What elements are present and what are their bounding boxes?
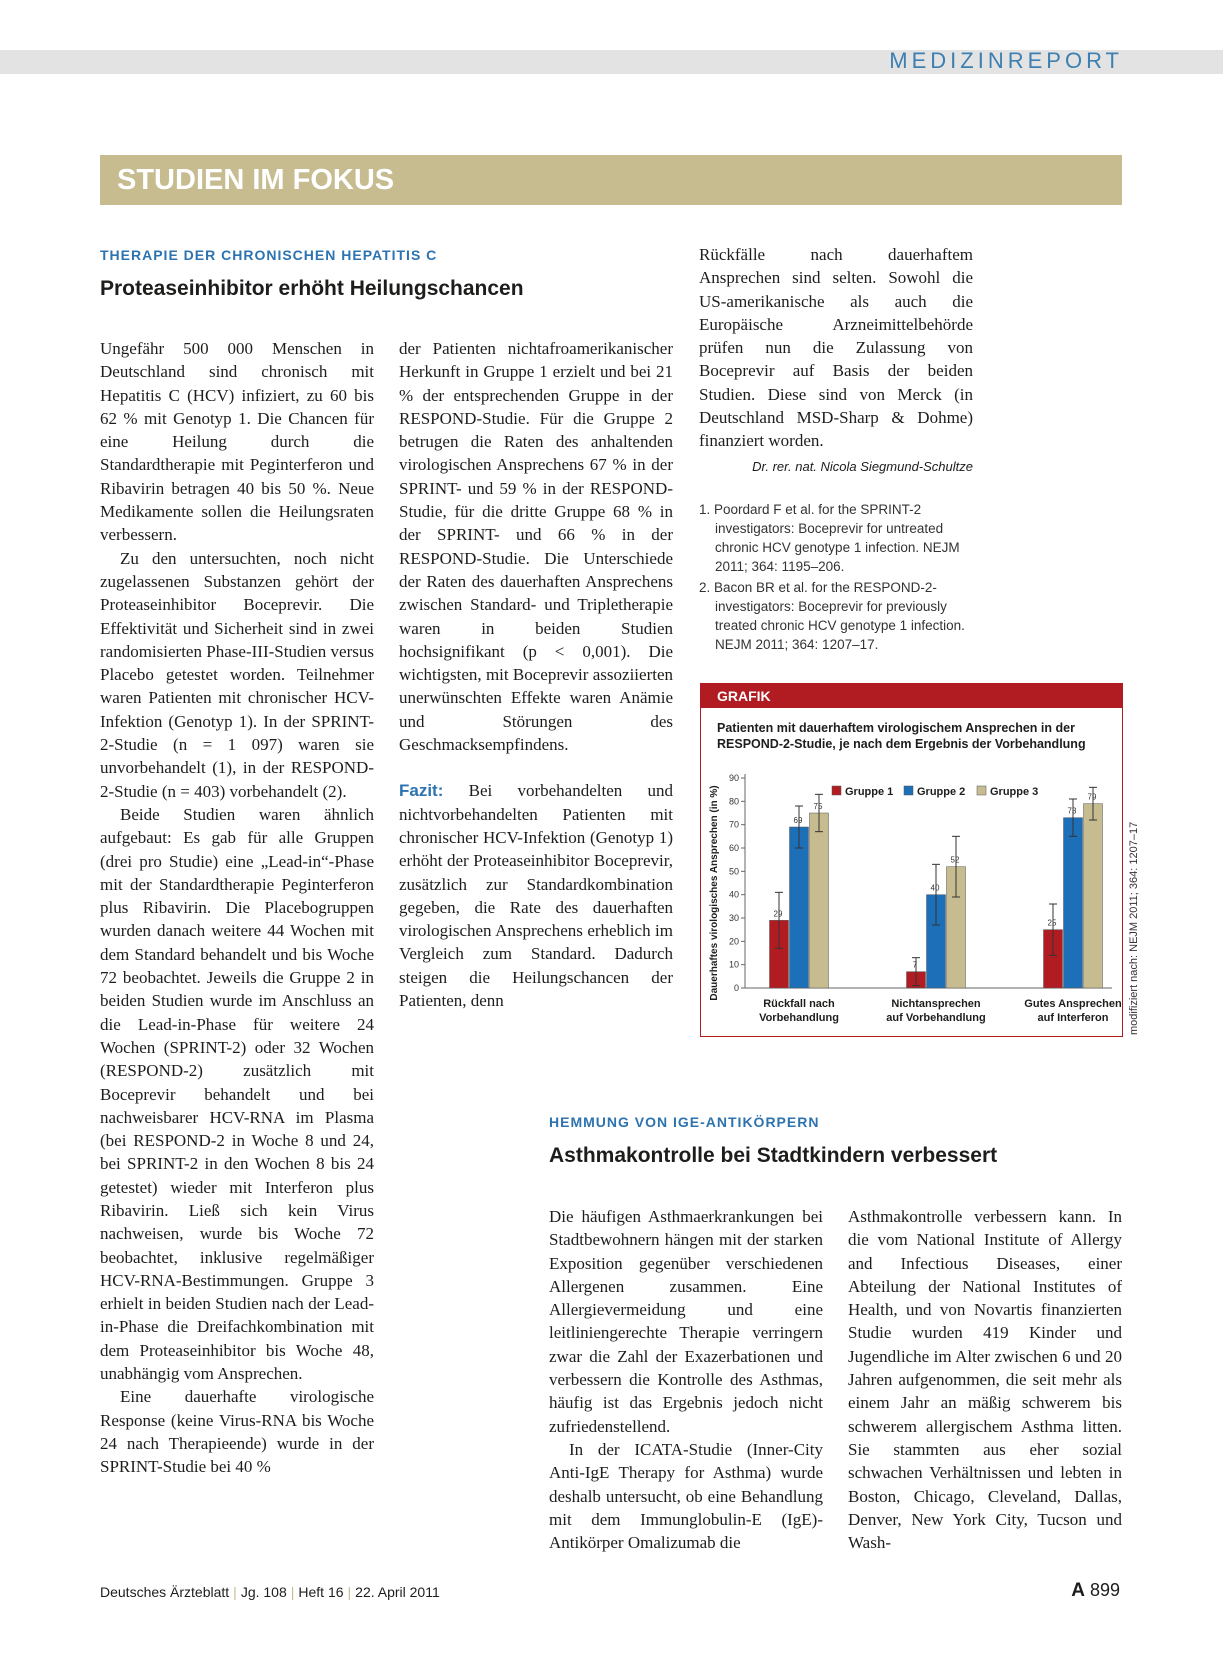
page-prefix: A [1071,1580,1085,1601]
legend-swatch [904,786,913,795]
bar [790,827,809,988]
bar-chart [701,684,1122,1036]
data-label: 40 [930,883,940,893]
x-category-label: Rückfall nach [763,998,835,1010]
grafik-box [700,683,1123,1037]
paragraph: In der ICATA-Studie (Inner-City Anti-IgE Therapy for Asthma) wurde deshalb untersucht, ob eine Behandlung mit dem Immunglobulin-E (IgE)-Antikörper Omalizumab die [549,1439,823,1553]
footer-volume: Jg. 108 [240,1584,287,1600]
data-label: 29 [773,909,783,919]
x-category-label: auf Vorbehandlung [886,1012,986,1024]
y-tick-label: 50 [728,866,739,877]
article1-column-3 [699,243,973,453]
legend-swatch [977,786,986,795]
data-label: 7 [912,960,918,970]
bar [1064,818,1083,988]
paragraph: Asthmakontrolle verbessern kann. In die vom National Institute of Allergy and Infectious Diseases, einer Abteilung der National Institutes of Health, und von Novartis finanzierten Studie wurden 419 Kinder und Jugendliche im Alter zwischen 6 und 20 Jahren aufgenommen, die seit mehr als einem Jahr an mäßig schwerem bis schwerem allergischem Asthma litten. Sie stammten aus eher sozial schwachen Verhältnissen und lebten in Boston, Chicago, Cleveland, Dallas, Denver, New York City, Tucson und Wash- [848,1207,1122,1553]
y-tick-label: 60 [728,843,739,853]
section-banner [100,155,1122,205]
footer-date: 22. April 2011 [355,1584,440,1600]
article1-kicker: THERAPIE DER CHRONISCHEN HEPATITIS C [100,247,438,263]
legend-label: Gruppe 3 [990,786,1039,798]
footer-journal: Deutsches Ärzteblatt [100,1584,230,1600]
data-label: 75 [813,802,823,811]
y-tick-label: 10 [728,959,739,970]
chart-source-note: modifiziert nach: NEJM 2011; 364: 1207–17 [1128,821,1140,1035]
data-label: 25 [1047,918,1057,928]
y-tick-label: 90 [728,773,739,783]
x-category-label: Gutes Ansprechen [1024,998,1122,1010]
data-label: 52 [950,855,960,865]
y-tick-label: 20 [728,936,739,947]
y-tick-label: 80 [728,796,739,807]
chart-title: Patienten mit dauerhaftem virologischem Ansprechen in der RESPOND-2-Studie, je nach dem Ergebnis der Vorbehandlung [717,721,1086,751]
reference-item: 2. Bacon BR et al. for the RESPOND-2-investigators: Boceprevir for previously treated chronic HCV genotype 1 infection. NEJM 2011; 364: 1207–17. [699,580,965,652]
footer: Deutsches Ärzteblatt | Jg. 108 | Heft 16 | 22. April 2011 [100,1584,440,1600]
y-tick-label: 70 [728,819,739,830]
paragraph: Die häufigen Asthmaerkrankungen bei Stadtbewohnern hängen mit der starken Exposition gegenüber verschiedenen Allergenen zusammen. Eine Allergievermeidung und eine leitliniengerechte Therapie verringern zwar die Zahl der Exazerbationen und verbessern die Kontrolle des Asthmas, häufig ist das Ergebnis jedoch nicht zufriedenstellend. [549,1207,823,1436]
data-label: 73 [1067,806,1077,816]
article1-column-1 [100,337,374,1479]
grafik-label: GRAFIK [701,684,1122,708]
legend-label: Gruppe 2 [917,786,966,798]
section-label: MEDIZINREPORT [889,48,1123,73]
legend-swatch [832,786,841,795]
data-label: 79 [1087,792,1097,802]
article2-column-1 [549,1205,823,1554]
article1-headline: Proteaseinhibitor erhöht Heilungschancen [100,277,524,300]
paragraph: Rückfälle nach dauerhaftem Ansprechen sind selten. Sowohl die US-amerikanische als auch die Europäische Arzneimittelbehörde prüfen nun die Zulassung von Boceprevir auf Basis der beiden Studien. Diese sind von Merck (in Deutschland MSD-Sharp & Dohme) finanziert worden. [699,245,973,451]
paragraph: Eine dauerhafte virologische Response (keine Virus-RNA bis Woche 24 nach Therapieende) wurde in der SPRINT-Studie bei 40 % [100,1387,374,1477]
data-label: 69 [793,816,803,825]
author-byline: Dr. rer. nat. Nicola Siegmund-Schultze [752,459,973,474]
reference-item: 1. Poordard F et al. for the SPRINT-2 investigators: Boceprevir for untreated chronic HCV genotype 1 infection. NEJM 2011; 364: 1195–206. [699,502,960,574]
y-tick-label: 0 [733,983,739,993]
banner-title: STUDIEN IM FOKUS [117,164,395,196]
bar [810,813,829,988]
legend-label: Gruppe 1 [845,786,894,798]
footer-issue: Heft 16 [298,1584,344,1600]
paragraph: Ungefähr 500 000 Menschen in Deutschland sind chronisch mit Hepatitis C (HCV) infiziert, zu 60 bis 62 % mit Genotyp 1. Die Chancen für eine Heilung durch die Standardtherapie mit Peginterferon und Ribavirin betragen 40 bis 50 %. Neue Medikamente sollen die Heilungsraten verbessern. [100,339,374,545]
article2-headline: Asthmakontrolle bei Stadtkindern verbessert [549,1144,998,1167]
y-tick-label: 30 [728,913,739,923]
x-category-label: Vorbehandlung [759,1012,839,1024]
y-tick-label: 40 [728,889,739,900]
x-category-label: Nichtansprechen [891,998,981,1010]
fazit-paragraph [399,779,673,1012]
paragraph: Zu den untersuchten, noch nicht zugelassenen Substanzen gehört der Proteaseinhibitor Boceprevir. Die Effektivität und Sicherheit sind in zwei randomisierten Phase-III-Studien versus Placebo getestet worden. Teilnehmer waren Patienten mit chronischer HCV-Infektion (Genotyp 1). In der SPRINT-2-Studie (n = 1 097) waren sie unvorbehandelt (1), in der RESPOND-2-Studie (n = 403) vorbehandelt (2). [100,548,374,801]
paragraph: Beide Studien waren ähnlich aufgebaut: Es gab für alle Gruppen (drei pro Studie) eine „Lead-in“-Phase mit der Standardtherapie Peginterferon plus Ribavirin. Die Placebogruppen wurden danach weitere 44 Wochen mit dem Standard behandelt und bis Woche 72 beobachtet. Jeweils die Gruppe 2 in beiden Studien wurde im Anschluss an die Lead-in-Phase für weitere 24 Wochen (SPRINT-2) oder 32 Wochen (RESPOND-2) zusätzlich mit Boceprevir behandelt und bei nachweisbarer HCV-RNA im Plasma (bei RESPOND-2 in Woche 8 und 24, bei SPRINT-2 in den Wochen 8 bis 24 getestet) wieder mit Interferon plus Ribavirin. Ließ sich kein Virus nachweisen, wurde bis Woche 72 beobachtet, inklusive regelmäßiger HCV-RNA-Bestimmungen. Gruppe 3 erhielt in beiden Studien nach der Lead-in-Phase die Dreifachkombination mit dem Proteaseinhibitor bis Woche 48, unabhängig vom Ansprechen. [100,804,374,1384]
article2-column-2 [848,1205,1122,1554]
references-list [699,500,969,656]
article1-column-2 [399,337,673,1012]
fazit-text: Bei vorbehandelten und nichtvorbehandelten Patienten mit chronischer HCV-Infektion (Genotyp 1) erhöht der Proteaseinhibitor Boceprevir, zusätzlich zur Standardkombination gegeben, die Rate des dauerhaften virologischen Ansprechens erheblich im Vergleich zum Standard. Dadurch steigen die Heilungschancen der Patienten, denn [399,781,673,1011]
x-category-label: auf Interferon [1037,1012,1109,1024]
page-number-value: 899 [1089,1580,1120,1600]
bar [1084,804,1103,988]
page-number [1071,1580,1120,1602]
y-axis-label: Dauerhaftes virologisches Ansprechen (in %) [709,785,720,1001]
article2-kicker: HEMMUNG VON IGE-ANTIKÖRPERN [549,1114,820,1130]
fazit-label: Fazit: [399,781,444,801]
paragraph: der Patienten nichtafroamerikanischer Herkunft in Gruppe 1 erzielt und bei 21 % der entsprechenden Gruppe in der RESPOND-Studie. Für die Gruppe 2 betrugen die Raten des anhaltenden virologischen Ansprechens 67 % in der SPRINT- und 59 % in der RESPOND-Studie, für die dritte Gruppe 68 % in der SPRINT- und 66 % in der RESPOND-Studie. Die Unterschiede der Raten des dauerhaften Ansprechens zwischen Standard- und Tripletherapie waren in beiden Studien hochsignifikant (p < 0,001). Die wichtigsten, mit Boceprevir assoziierten unerwünschten Effekte waren Anämie und Störungen des Geschmacksempfindens. [399,339,673,755]
